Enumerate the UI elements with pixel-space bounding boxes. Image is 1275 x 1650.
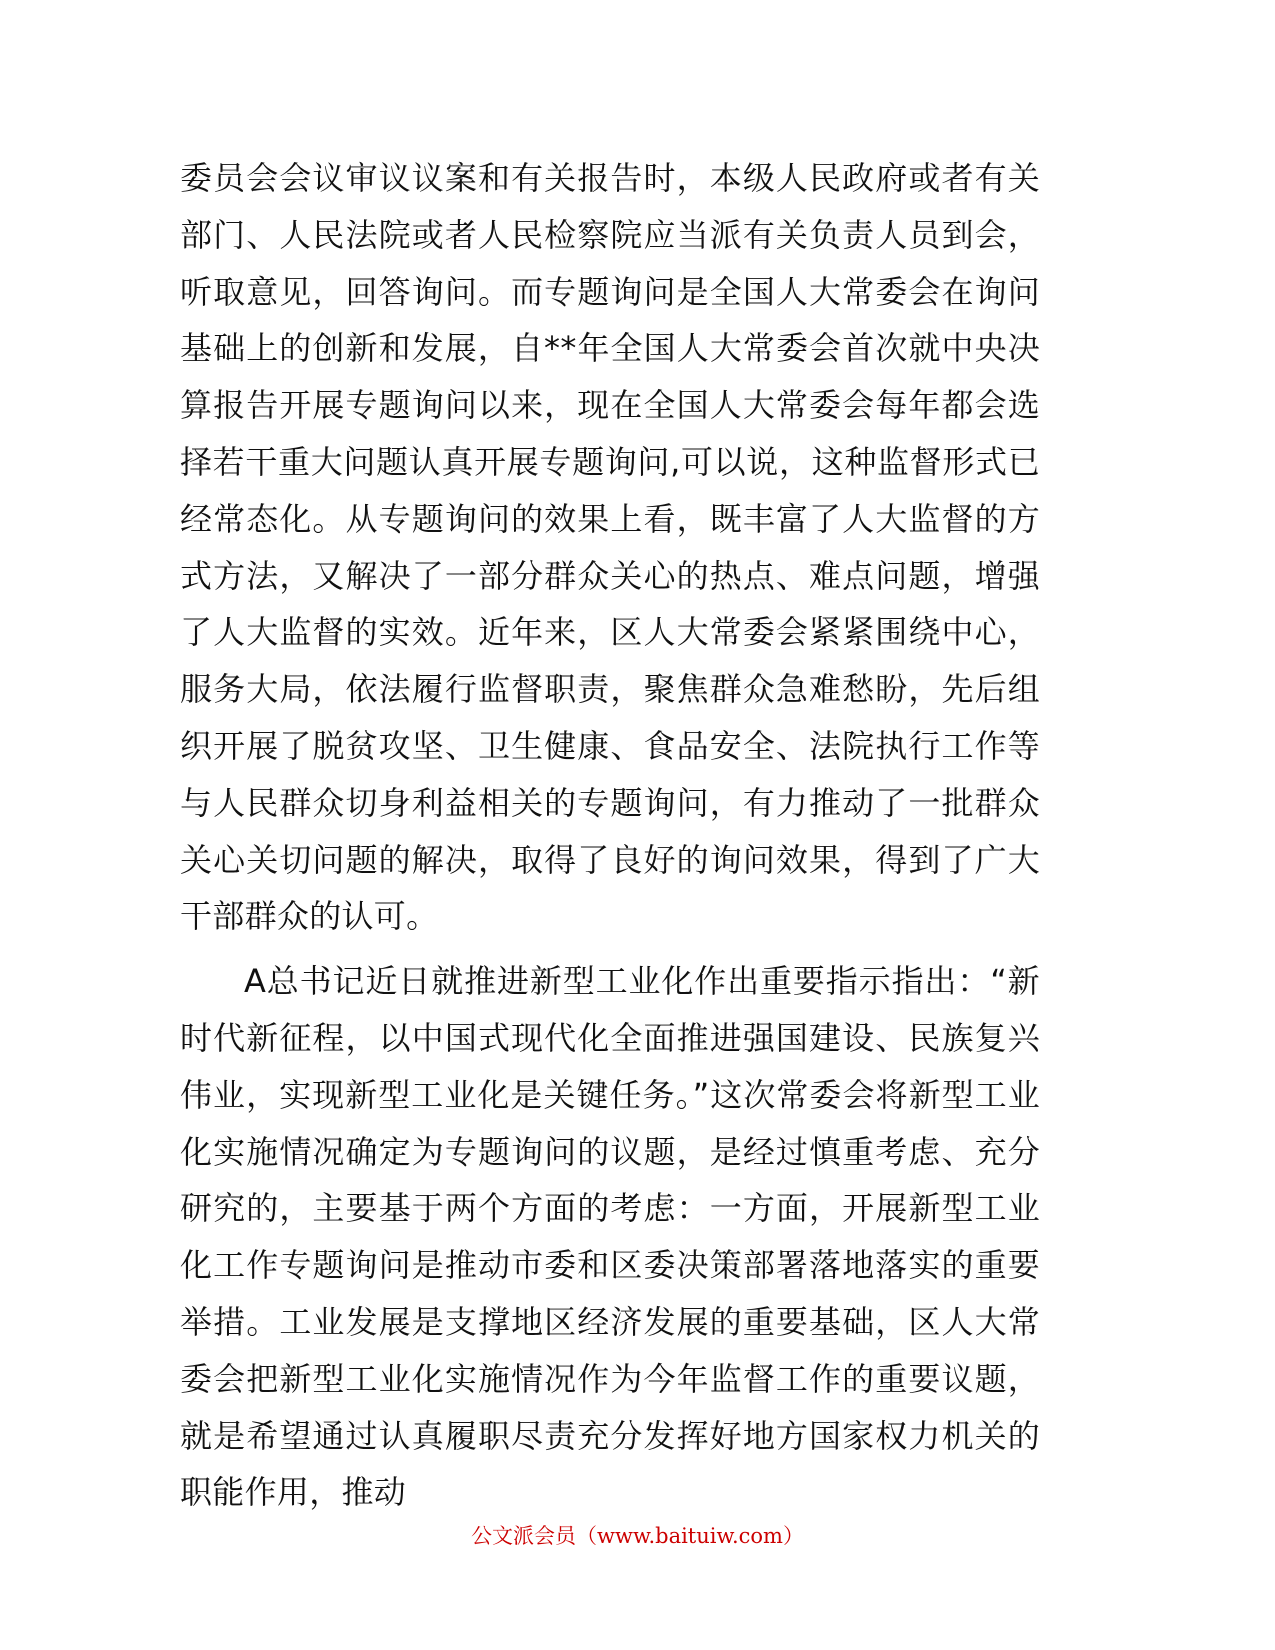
paragraph-2: A总书记近日就推进新型工业化作出重要指示指出：“新时代新征程，以中国式现代化全面推进强国建设、民族复兴伟业，实现新型工业化是关键任务。”这次常委会将新型工业化实施情况确定为专题询问的议题，是经过慎重考虑、充分研究的，主要基于两个方面的考虑：一方面，开展新型工业化工作专题询问是推动市委和区委决策部署落地落实的重要举措。工业发展是支撑地区经济发展的重要基础，区人大常委会把新型工业化实施情况作为今年监督工作的重要议题，就是希望通过认真履职尽责充分发挥好地方国家权力机关的职能作用，推动	[180, 962, 1040, 1512]
paragraph-1: 委员会会议审议议案和有关报告时，本级人民政府或者有关部门、人民法院或者人民检察院应当派有关负责人员到会，听取意见，回答询问。而专题询问是全国人大常委会在询问基础上的创新和发展，自**年全国人大常委会首次就中央决算报告开展专题询问以来，现在全国人大常委会每年都会选择若干重大问题认真开展专题询问,可以说，这种监督形式已经常态化。从专题询问的效果上看，既丰富了人大监督的方式方法，又解决了一部分群众关心的热点、难点问题，增强了人大监督的实效。近年来，区人大常委会紧紧围绕中心，服务大局，依法履行监督职责，聚焦群众急难愁盼，先后组织开展了脱贫攻坚、卫生健康、食品安全、法院执行工作等与人民群众切身利益相关的专题询问，有力推动了一批群众关心关切问题的解决，取得了良好的询问效果，得到了广大干部群众的认可。	[180, 159, 1040, 936]
footer-watermark: 公文派会员（www.baituiw.com）	[471, 1524, 804, 1548]
document-body	[180, 150, 1040, 1521]
